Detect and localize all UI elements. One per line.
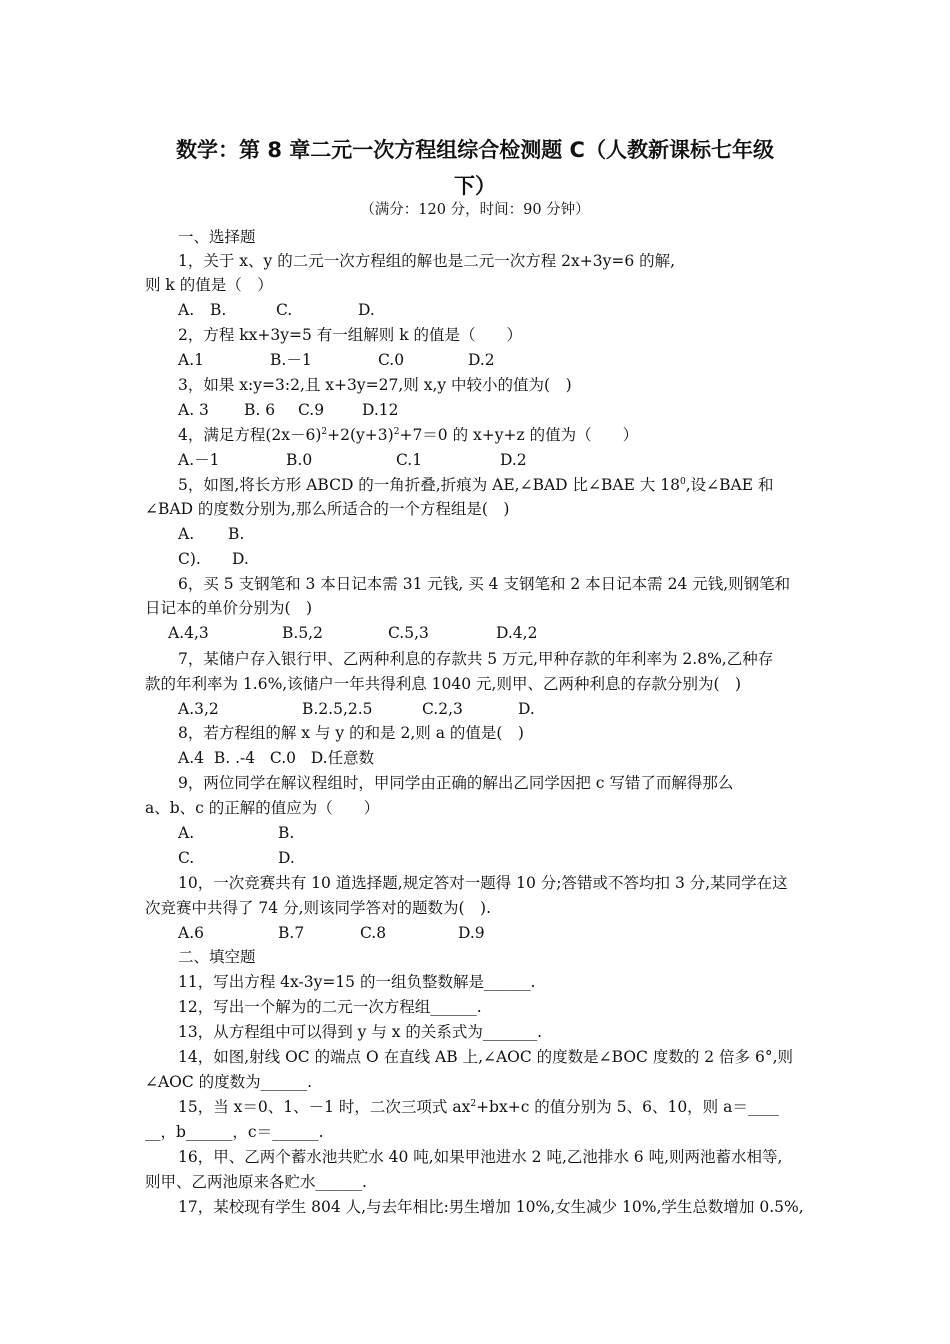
option: D.9	[458, 924, 485, 942]
option: B.－1	[270, 351, 312, 369]
option: C.9	[298, 401, 325, 419]
option: C.8	[360, 924, 387, 942]
option: C.	[178, 849, 195, 867]
question-5-text	[178, 474, 773, 496]
text: 15，当 x＝0、1、－1 时，二次三项式 ax	[178, 1098, 471, 1116]
question-2-text: 2，方程 kx+3y=5 有一组解则 k 的值是（ ）	[178, 326, 523, 344]
option: A.	[178, 525, 195, 543]
question-3-text: 3，如果 x:y=3:2,且 x+3y=27,则 x,y 中较小的值为( )	[178, 376, 572, 394]
text: 5，如图,将长方形 ABCD 的一角折叠,折痕为 AE,∠BAD 比∠BAE 大 18	[178, 476, 680, 494]
option: C.	[276, 301, 293, 319]
option: B. 6	[244, 401, 276, 419]
exam-info: （满分：120 分，时间：90 分钟）	[360, 202, 590, 218]
question-6-text: 6，买 5 支钢笔和 3 本日记本需 31 元钱, 买 4 支钢笔和 2 本日记本需 24 元钱,则钢笔和	[178, 575, 791, 593]
question-17-text: 17，某校现有学生 804 人,与去年相比:男生增加 10%,女生减少 10%,学生总数增加 0.5%,	[178, 1198, 804, 1216]
section-heading-choice: 一、选择题	[178, 228, 256, 246]
option: B.5,2	[282, 624, 323, 642]
text: 4，满足方程(2x－6)	[178, 426, 322, 444]
option: A.6	[178, 924, 204, 942]
document-title	[150, 132, 800, 204]
question-9-text: 9，两位同学在解议程组时，甲同学由正确的解出乙同学因把 c 写错了而解得那么	[178, 774, 734, 792]
text: +bx+c 的值分别为 5、6、10，则 a＝____	[476, 1098, 779, 1116]
question-13-text: 13，从方程组中可以得到 y 与 x 的关系式为_______.	[178, 1023, 543, 1041]
option: C.0	[378, 351, 405, 369]
option: B.	[228, 525, 245, 543]
question-15-text-cont: __，b______，c＝______.	[145, 1123, 324, 1141]
question-10-text: 10，一次竞赛共有 10 道选择题,规定答对一题得 10 分;答错或不答均扣 3 分,某同学在这	[178, 874, 788, 892]
question-1-text-cont: 则 k 的值是（ ）	[145, 276, 273, 294]
option: A.1	[178, 351, 204, 369]
option: B.7	[278, 924, 305, 942]
superscript: 2	[321, 427, 328, 437]
option: D.	[358, 301, 375, 319]
question-1-text: 1，关于 x、y 的二元一次方程组的解也是二元一次方程 2x+3y=6 的解,	[178, 252, 676, 270]
question-5-text-cont: ∠BAD 的度数分别为,那么所适合的一个方程组是( )	[145, 500, 510, 518]
option: A. 3	[178, 401, 209, 419]
superscript: 0	[679, 477, 686, 487]
question-8-options: A.4 B. .-4 C.0 D.任意数	[178, 749, 375, 767]
option: D.	[518, 700, 535, 718]
option: D.12	[362, 401, 399, 419]
option: D.2	[500, 451, 527, 469]
question-11-text: 11，写出方程 4x-3y=15 的一组负整数解是______.	[178, 973, 536, 991]
option: B.	[278, 824, 295, 842]
question-4-text	[178, 424, 638, 446]
question-14-text: 14，如图,射线 OC 的端点 O 在直线 AB 上,∠AOC 的度数是∠BOC 度数的 2 倍多 6°,则	[178, 1048, 794, 1066]
option: B.2.5,2.5	[302, 700, 373, 718]
question-14-text-cont: ∠AOC 的度数为______.	[145, 1073, 313, 1091]
question-16-text: 16，甲、乙两个蓄水池共贮水 40 吨,如果甲池进水 2 吨,乙池排水 6 吨,则两池蓄水相等,	[178, 1148, 783, 1166]
option: B.	[210, 301, 227, 319]
option: C).	[178, 550, 201, 568]
option: D.	[232, 550, 249, 568]
question-7-text-cont: 款的年利率为 1.6%,该储户一年共得利息 1040 元,则甲、乙两种利息的存款分别为( )	[145, 675, 742, 693]
title-line-2: 下）	[454, 174, 496, 198]
question-7-text: 7，某储户存入银行甲、乙两种利息的存款共 5 万元,甲种存款的年利率为 2.8%,乙种存	[178, 650, 774, 668]
option: D.4,2	[496, 624, 538, 642]
option: C.2,3	[422, 700, 463, 718]
option: A.3,2	[178, 700, 219, 718]
option: C.1	[396, 451, 423, 469]
superscript: 2	[470, 1099, 477, 1109]
option: D.	[278, 849, 295, 867]
section-heading-fill: 二、填空题	[178, 948, 256, 966]
option: A.4,3	[168, 624, 209, 642]
option: A.－1	[178, 451, 220, 469]
question-6-text-cont: 日记本的单价分别为( )	[145, 599, 313, 617]
option: A.	[178, 824, 195, 842]
text: +2(y+3)	[327, 426, 394, 444]
option: D.2	[468, 351, 495, 369]
question-16-text-cont: 则甲、乙两池原来各贮水______.	[145, 1173, 367, 1191]
question-10-text-cont: 次竞赛中共得了 74 分,则该同学答对的题数为( ).	[145, 899, 492, 917]
text: +7＝0 的 x+y+z 的值为（ ）	[399, 426, 639, 444]
option: C.5,3	[388, 624, 429, 642]
superscript: 2	[393, 427, 400, 437]
option: A.	[178, 301, 195, 319]
text: ,设∠BAE 和	[685, 476, 774, 494]
option: B.0	[286, 451, 313, 469]
question-8-text: 8，若方程组的解 x 与 y 的和是 2,则 a 的值是( )	[178, 724, 524, 742]
question-15-text	[178, 1096, 779, 1118]
question-9-text-cont: a、b、c 的正解的值应为（ ）	[145, 799, 380, 817]
question-12-text: 12，写出一个解为的二元一次方程组______.	[178, 998, 482, 1016]
title-line-1: 数学：第 8 章二元一次方程组综合检测题 C（人教新课标七年级	[176, 138, 774, 162]
